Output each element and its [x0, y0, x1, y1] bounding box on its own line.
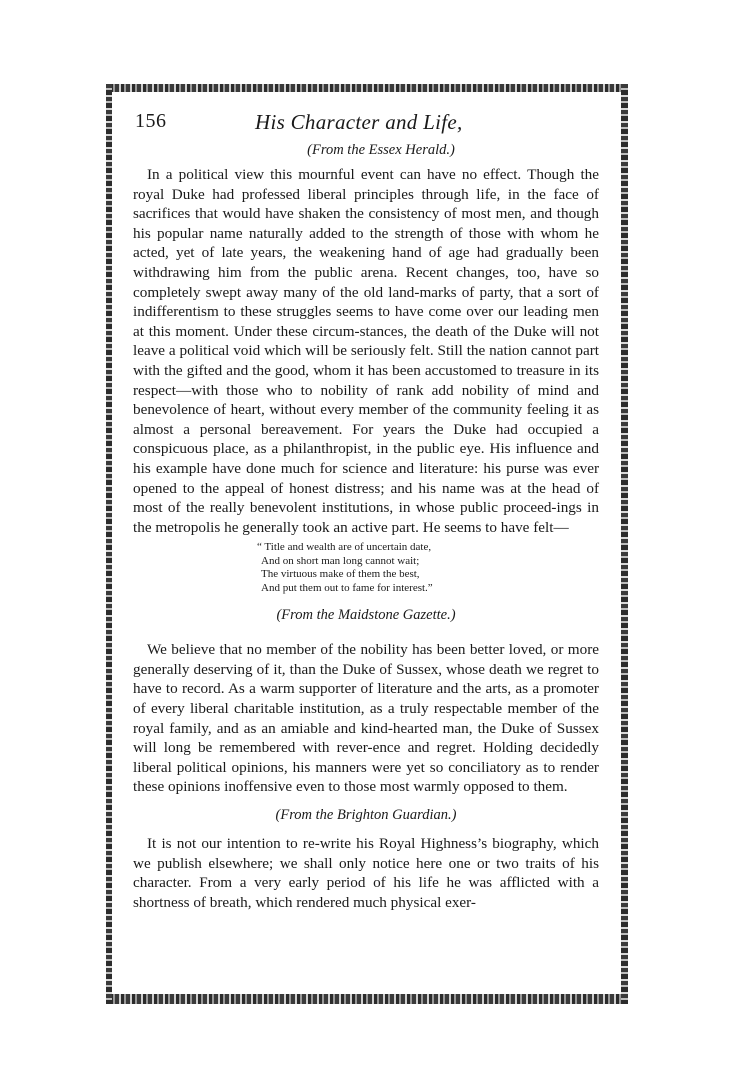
verse-line: “ Title and wealth are of uncertain date,	[257, 541, 432, 554]
source-heading-maidstone: (From the Maidstone Gazette.)	[276, 607, 456, 624]
source-heading-brighton: (From the Brighton Guardian.)	[275, 807, 457, 824]
border-left	[106, 84, 112, 1004]
verse-line: And on short man long cannot wait;	[261, 554, 420, 567]
paragraph-maidstone	[133, 640, 599, 797]
paragraph-brighton	[133, 834, 599, 912]
quoted-verse	[257, 541, 599, 595]
border-bottom	[110, 994, 624, 1004]
paragraph-essex-text: In a political view this mournful event can have no effect. Though the royal Duke had professed liberal principles through life, in the face of sacrifices that would have shaken the consistency of most men, and though his popular name naturally added to the strength of those with whom he acted, yet of late years, the weakening hand of age had gradually been withdrawing him from the public arena. Recent changes, too, have so completely swept away many of the old land-marks of party, that a sort of indifferentism to these struggles seems to have come over our leading men at this moment. Under these circum-stances, the death of the Duke will not leave a political void which will be seriously felt. Still the nation cannot part with the gifted and the good, whom it has been accustomed to treasure in its respect—with those who to nobility of rank add nobility of mind and benevolence of heart, without every member of the community feeling it as almost a personal bereavement. For years the Duke had occupied a conspicuous place, as a philanthropist, in the public eye. His influence and his example have done much for science and literature: his purse was ever opened to the appeal of honest distress; and his name was at the head of most of the really benevolent institutions, in whose public proceed-ings in the metropolis he generally took an active part. He seems to have felt—	[133, 166, 599, 536]
page-number: 156	[135, 110, 167, 132]
paragraph-essex	[133, 165, 599, 537]
page-content	[133, 104, 599, 912]
running-head	[133, 104, 599, 134]
paragraph-maidstone-text: We believe that no member of the nobility has been better loved, or more generally deserving of it, than the Duke of Sussex, whose death we regret to have to record. As a warm supporter of literature and the arts, as a promoter of every liberal charitable institution, as a truly respectable member of the royal family, and as an amiable and kind-hearted man, the Duke of Sussex will long be remembered with rever-ence and regret. Holding decidedly liberal political opinions, his manners were yet so conciliatory as to render these opinions inoffensive even to those most warmly opposed to them.	[133, 641, 599, 796]
running-title: His Character and Life,	[255, 110, 463, 134]
source-heading-essex: (From the Essex Herald.)	[307, 142, 455, 158]
verse-line: The virtuous make of them the best,	[261, 568, 420, 581]
verse-line: And put them out to fame for interest.”	[261, 581, 433, 594]
border-right	[621, 84, 628, 1004]
paragraph-brighton-text: It is not our intention to re-write his Royal Highness’s biography, which we publish elsewhere; we shall only notice here one or two traits of his character. From a very early period of his life he was afflicted with a shortness of breath, which rendered much physical exer-	[133, 835, 599, 911]
border-top	[110, 84, 624, 92]
